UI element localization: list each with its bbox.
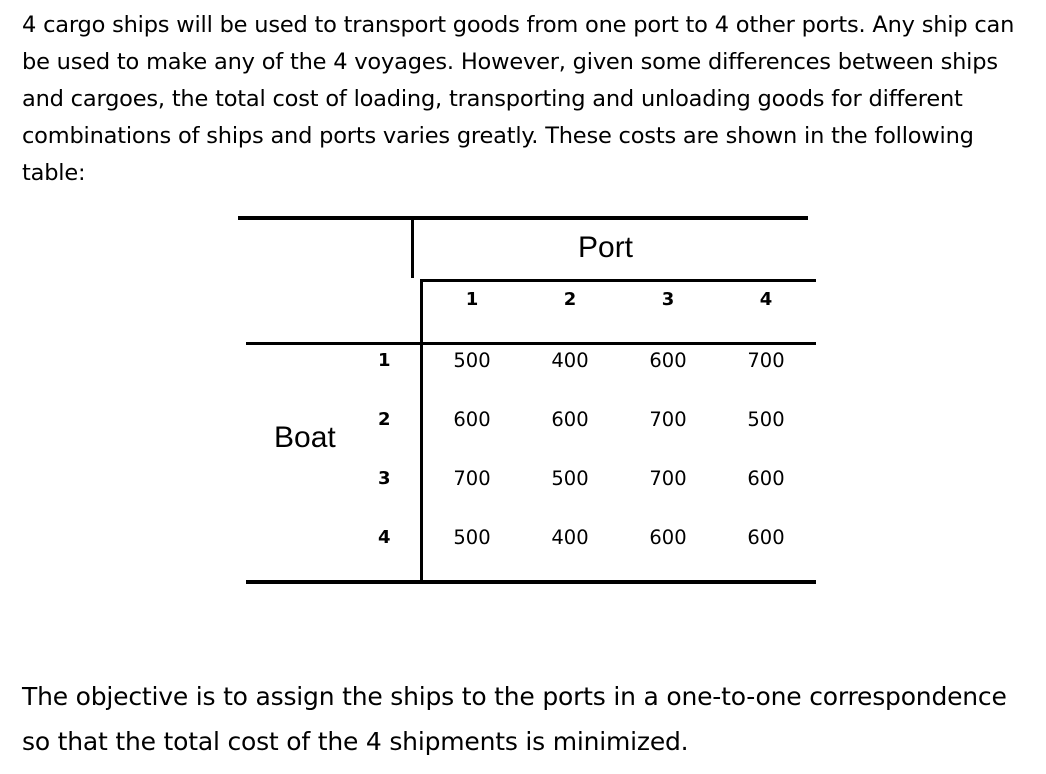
boat-row-label: 4 [378,527,391,548]
boat-row-label: 1 [378,350,391,371]
port-column-header: 2 [563,289,577,310]
objective-statement: The objective is to assign the ships to the ports in a one-to-one correspondence so that the total cost of the 4 shipments is minimized. [22,682,1007,756]
cost-cell: 700 [747,349,785,372]
cost-cell: 700 [649,408,687,431]
port-column-header: 1 [465,289,479,310]
body-top-rule [246,342,816,345]
cost-cell: 700 [453,467,491,490]
table-top-rule [238,216,808,220]
column-divider [420,279,423,583]
cost-cell: 600 [747,467,785,490]
cost-cell: 400 [551,526,589,549]
boat-row-label: 2 [378,409,391,430]
header-divider-stub [411,220,414,278]
problem-statement: 4 cargo ships will be used to transport goods from one port to 4 other ports. Any ship can be used to make any of the 4 voyages. However, given some differences between ships and cargoes, the total cost of loading, transporting and unloading goods for different combinations of ships and ports varies greatly. These costs are shown in the following table: [22,12,1015,186]
table-bottom-rule [246,580,816,584]
cost-cell: 600 [649,349,687,372]
cost-cell: 500 [747,408,785,431]
cost-cell: 600 [453,408,491,431]
port-column-header: 3 [661,289,675,310]
cost-cell: 700 [649,467,687,490]
port-column-header: 4 [759,289,773,310]
cost-cell: 600 [747,526,785,549]
cost-cell: 500 [453,526,491,549]
cost-cell: 400 [551,349,589,372]
cost-cell: 600 [649,526,687,549]
cost-cell: 500 [453,349,491,372]
port-underline-rule [420,279,816,282]
boat-header: Boat [274,421,336,454]
port-header: Port [578,231,634,264]
cost-cell: 600 [551,408,589,431]
boat-row-label: 3 [378,468,391,489]
cost-cell: 500 [551,467,589,490]
